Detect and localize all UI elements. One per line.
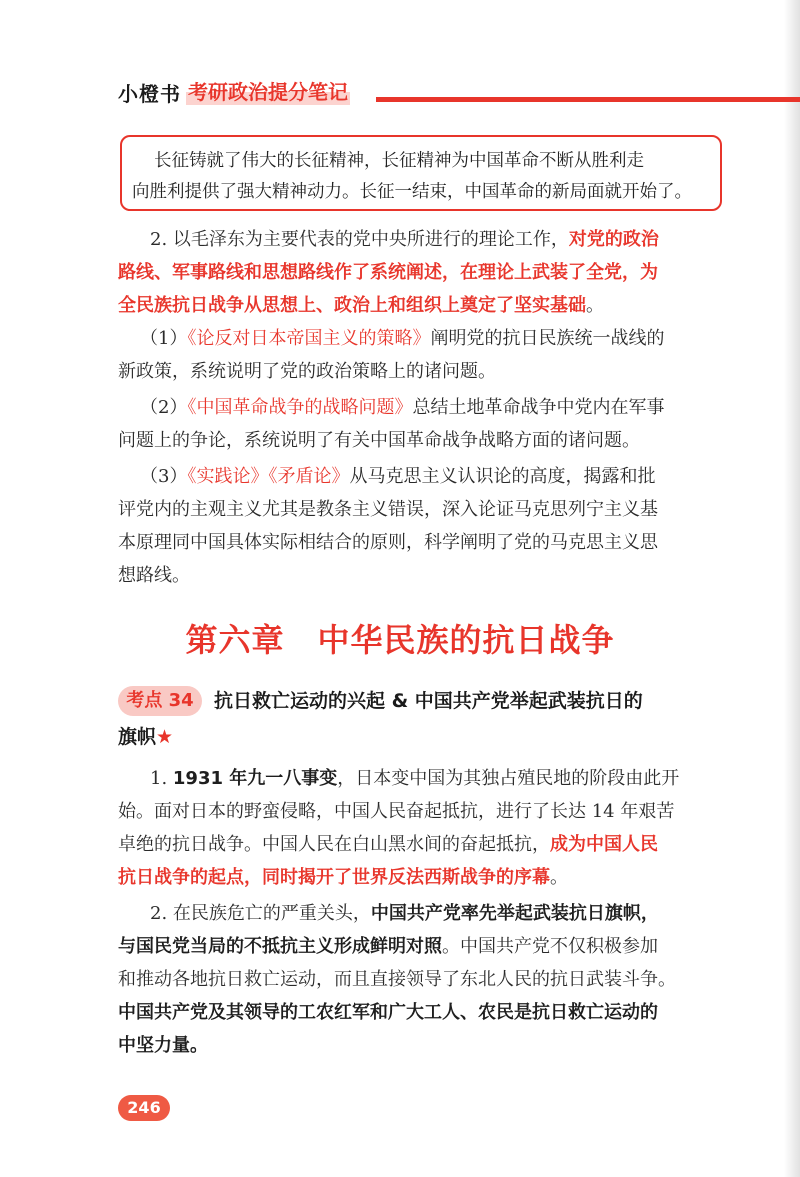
kaodian-title-line2 <box>118 722 173 752</box>
page-edge-shadow <box>784 0 800 1177</box>
kaodian-title-cont: 旗帜 <box>118 726 157 748</box>
sec1-text: 始。面对日本的野蛮侵略，中国人民奋起抵抗，进行了长达 14 年艰苦 <box>118 801 675 822</box>
sec2-bold: 与国民党当局的不抵抗主义形成鲜明对照 <box>118 936 442 957</box>
para2-highlight: 全民族抗日战争从思想上、政治上和组织上奠定了坚实基础 <box>118 295 586 316</box>
item-text: 从马克思主义认识论的高度，揭露和批 <box>349 466 656 487</box>
item2-line1 <box>140 393 664 423</box>
item-number: （2） <box>140 397 188 418</box>
sec1-line4 <box>118 863 568 893</box>
item3-line3 <box>118 528 658 558</box>
page-number: 246 <box>118 1095 170 1121</box>
sec1-num: 1. <box>150 768 173 789</box>
sec1-text: 。 <box>550 867 568 888</box>
item1-line1 <box>140 324 664 354</box>
sec2-text: 。中国共产党不仅积极参加 <box>442 936 658 957</box>
item2-line2 <box>118 426 640 456</box>
para2-text: 2. 以毛泽东为主要代表的党中央所进行的理论工作， <box>150 229 569 250</box>
callout-line: 向胜利提供了强大精神动力。长征一结束，中国革命的新局面就开始了。 <box>132 182 692 202</box>
sec1-text: ，日本变中国为其独占殖民地的阶段由此开 <box>337 768 680 789</box>
item-text: 本原理同中国具体实际相结合的原则，科学阐明了党的马克思主义思 <box>118 532 658 553</box>
item-text: 评党内的主观主义尤其是教条主义错误，深入论证马克思列宁主义基 <box>118 499 658 520</box>
book-title: 《实践论》《矛盾论》 <box>187 466 350 487</box>
page-header <box>118 74 800 108</box>
sec2-line2 <box>118 932 658 962</box>
sec2-bold: 中国共产党及其领导的工农红军和广大工人、农民是抗日救亡运动的 <box>118 1002 658 1023</box>
para2-line3 <box>118 291 604 321</box>
item-number: （3） <box>140 466 188 487</box>
sec2-line4 <box>118 998 658 1028</box>
header-brand: 小橙书 <box>118 82 181 106</box>
sec1-line1 <box>150 764 679 794</box>
item3-line4 <box>118 561 190 591</box>
callout-line: 长征铸就了伟大的长征精神，长征精神为中国革命不断从胜利走 <box>154 151 644 171</box>
item1-line2 <box>118 357 496 387</box>
para2-line1 <box>150 225 659 255</box>
sec2-text: 和推动各地抗日救亡运动，而且直接领导了东北人民的抗日武装斗争。 <box>118 969 676 990</box>
header-title: 考研政治提分笔记 <box>186 76 350 105</box>
kaodian-badge: 考点 34 <box>118 686 202 716</box>
callout-box <box>120 135 722 211</box>
item-number: （1） <box>140 328 188 349</box>
sec2-line3 <box>118 965 676 995</box>
sec1-highlight: 成为中国人民 <box>550 834 658 855</box>
chapter-title: 第六章 中华民族的抗日战争 <box>185 621 615 659</box>
para2-text: 。 <box>586 295 604 316</box>
sec1-text: 卓绝的抗日战争。中国人民在白山黑水间的奋起抵抗， <box>118 834 550 855</box>
item-text: 想路线。 <box>118 565 190 586</box>
item-text: 问题上的争论，系统说明了有关中国革命战争战略方面的诸问题。 <box>118 430 640 451</box>
item-text: 总结土地革命战争中党内在军事 <box>412 397 665 418</box>
book-title: 《中国革命战争的战略问题》 <box>187 397 413 418</box>
item-text: 新政策，系统说明了党的政治策略上的诸问题。 <box>118 361 496 382</box>
item3-line2 <box>118 495 658 525</box>
sec1-bold: 1931 年九一八事变 <box>172 768 338 789</box>
sec1-highlight: 抗日战争的起点，同时揭开了世界反法西斯战争的序幕 <box>118 867 550 888</box>
book-title: 《论反对日本帝国主义的策略》 <box>187 328 431 349</box>
sec2-text: 2. 在民族危亡的严重关头， <box>150 903 371 924</box>
para2-highlight: 路线、军事路线和思想路线作了系统阐述，在理论上武装了全党，为 <box>118 262 658 283</box>
para2-highlight: 对党的政治 <box>568 229 659 250</box>
sec2-bold: 中国共产党率先举起武装抗日旗帜， <box>370 903 659 924</box>
sec1-line3 <box>118 830 658 860</box>
sec2-line5 <box>118 1031 208 1061</box>
item3-line1 <box>140 462 655 492</box>
star-icon: ★ <box>156 726 174 748</box>
sec2-line1 <box>150 899 659 929</box>
sec2-bold: 中坚力量。 <box>118 1035 208 1056</box>
item-text: 阐明党的抗日民族统一战线的 <box>430 328 665 349</box>
kaodian-title: 抗日救亡运动的兴起 & 中国共产党举起武装抗日的 <box>214 690 643 712</box>
para2-line2 <box>118 258 658 288</box>
header-rule <box>376 97 800 102</box>
sec1-line2 <box>118 797 674 827</box>
